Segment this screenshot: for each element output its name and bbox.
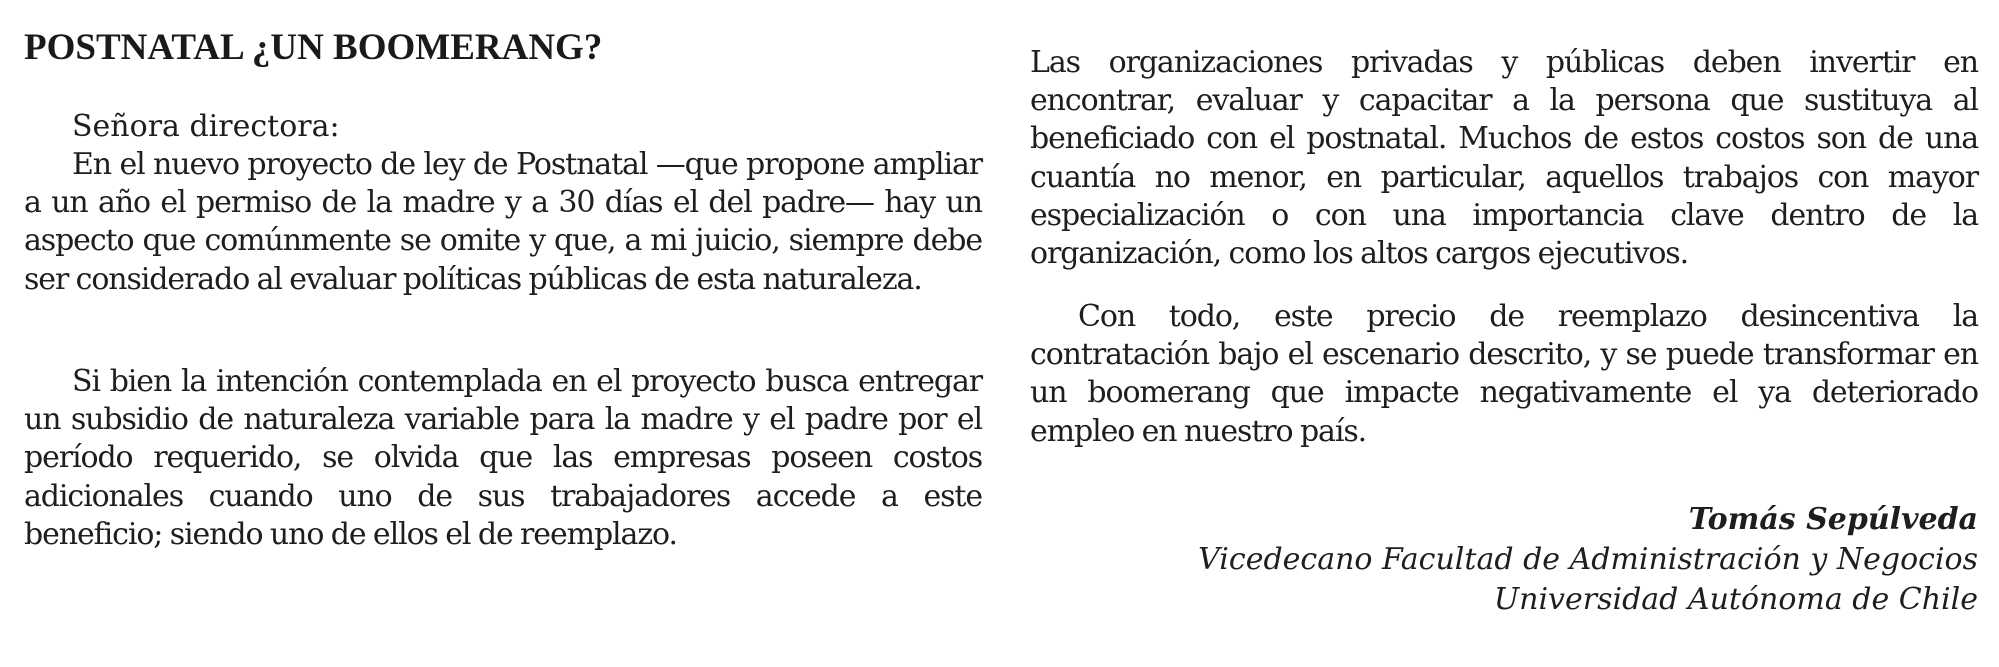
signer-role: Vicedecano Facultad de Administración y Negocios bbox=[1198, 542, 1978, 577]
right-column bbox=[1030, 0, 1978, 667]
signer-name: Tomás Sepúlveda bbox=[1688, 502, 1978, 537]
signer-organization: Universidad Autónoma de Chile bbox=[1493, 582, 1978, 617]
paragraph-4: Con todo, este precio de reemplazo desincentiva la contratación bajo el escenario descrito, y se puede transformar en un boomerang que impacte negativamente el ya deteriorado empleo en nuestro país. bbox=[1030, 299, 1978, 449]
paragraph-2: Si bien la intención contemplada en el proyecto busca entregar un subsidio de naturaleza variable para la madre y el padre por el período requerido, se olvida que las empresas poseen costos adicionales cuando uno de sus trabajadores accede a este beneficio; siendo uno de ellos el de reemplazo. bbox=[24, 364, 982, 552]
paragraph-3: Las organizaciones privadas y públicas deben invertir en encontrar, evaluar y capacitar a la persona que sustituya al beneficiado con el postnatal. Muchos de estos costos son de una cuantía no menor, en particular, aquellos trabajos con mayor especialización o con una importancia clave dentro de la organización, como los altos cargos ejecutivos. bbox=[1030, 45, 1978, 272]
paragraph-1: En el nuevo proyecto de ley de Postnatal —que propone ampliar a un año el permiso de la madre y a 30 días el del padre— hay un aspecto que comúnmente se omite y que, a mi juicio, siempre debe ser considerado al evaluar políticas públicas de esta naturaleza. bbox=[24, 147, 982, 297]
letter-headline: POSTNATAL ¿UN BOOMERANG? bbox=[24, 27, 603, 68]
left-column bbox=[24, 0, 982, 667]
salutation: Señora directora: bbox=[72, 109, 340, 144]
signature-block bbox=[1198, 500, 1978, 620]
